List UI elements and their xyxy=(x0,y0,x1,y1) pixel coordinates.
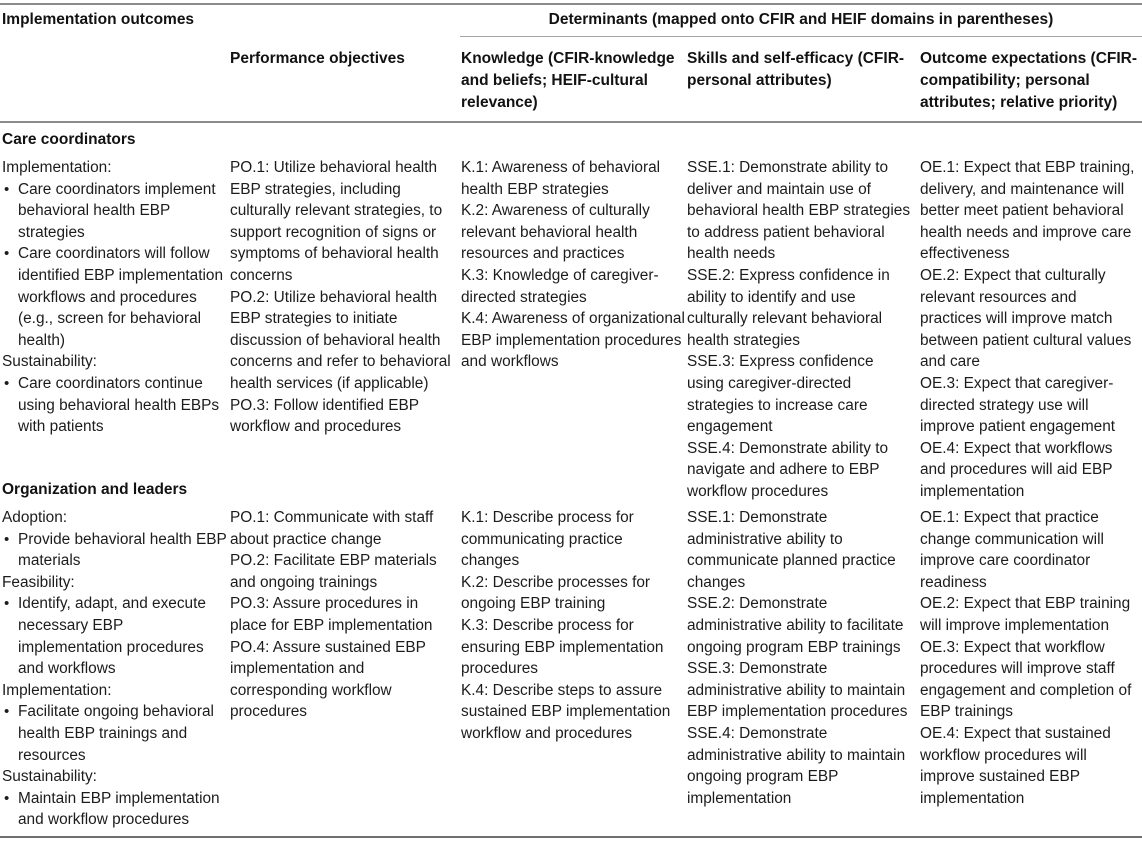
cell-item: SSE.2: Express confidence in ability to identify and use culturally relevant behavioral health strategies xyxy=(687,266,890,349)
header-implementation-outcomes: Implementation outcomes xyxy=(2,11,195,28)
cell-item: OE.3: Expect that caregiver-directed strategy use will improve patient engagement xyxy=(920,374,1116,436)
cell-item: OE.1: Expect that EBP training, delivery, and maintenance will better meet patient behavioral health needs and improve care effectiveness xyxy=(920,159,1135,263)
cell-item: PO.2: Facilitate EBP materials and ongoing trainings xyxy=(230,552,437,591)
column-header-skills-self-efficacy: Skills and self-efficacy (CFIR-personal attributes) xyxy=(687,50,905,89)
cell-item: K.3: Knowledge of caregiver-directed strategies xyxy=(461,266,659,306)
cell-item: K.4: Describe steps to assure sustained EBP implementation workflow and procedures xyxy=(461,681,671,742)
cell-item: SSE.3: Express confidence using caregiver-directed strategies to increase care engagement xyxy=(687,353,874,436)
cell-implementation-outcomes xyxy=(2,507,228,831)
cell-item: SSE.2: Demonstrate administrative ability to facilitate ongoing program EBP trainings xyxy=(687,595,904,656)
cell-item: SSE.4: Demonstrate administrative ability to maintain ongoing program EBP implementation xyxy=(687,724,906,807)
outcome-bullet-item: • Care coordinators continue using behavioral health EBPs with patients xyxy=(2,373,228,438)
cell-performance-objectives xyxy=(230,157,454,438)
header-bottom-rule xyxy=(0,121,1142,123)
outcome-bullet-list xyxy=(2,529,228,572)
cell-skills-self-efficacy xyxy=(687,157,913,503)
cell-item: PO.3: Assure procedures in place for EBP implementation xyxy=(230,595,433,634)
outcome-bullet-list xyxy=(2,788,228,831)
column-header-knowledge: Knowledge (CFIR-knowledge and beliefs; HEIF-cultural relevance) xyxy=(461,50,675,111)
cell-knowledge xyxy=(461,157,685,373)
outcome-bullet-list xyxy=(2,593,228,679)
cell-item: K.1: Awareness of behavioral health EBP strategies xyxy=(461,159,661,198)
outcome-bullet-list xyxy=(2,701,228,766)
cell-item: K.2: Awareness of culturally relevant behavioral health resources and practices xyxy=(461,202,650,263)
outcome-group-label: Feasibility: xyxy=(2,573,75,591)
outcome-bullet-list xyxy=(2,373,228,438)
outcome-group-label: Implementation: xyxy=(2,681,112,699)
outcome-group-label: Adoption: xyxy=(2,509,68,526)
cell-item: PO.4: Assure sustained EBP implementation and corresponding workflow procedures xyxy=(230,638,426,721)
cell-item: PO.2: Utilize behavioral health EBP strategies to initiate discussion of behavioral health concerns and refer to behavioral health services (if applicable) xyxy=(230,288,451,392)
cell-item: PO.3: Follow identified EBP workflow and procedures xyxy=(230,396,419,436)
cell-implementation-outcomes xyxy=(2,157,228,438)
cell-item: K.4: Awareness of organizational EBP implementation procedures and workflows xyxy=(461,310,685,371)
determinants-span-rule xyxy=(460,36,1142,37)
section-title: Organization and leaders xyxy=(2,481,188,498)
column-header-performance-objectives: Performance objectives xyxy=(230,50,405,67)
cell-item: OE.4: Expect that workflows and procedures will aid EBP implementation xyxy=(920,439,1113,500)
cell-item: PO.1: Utilize behavioral health EBP strategies, including culturally relevant strategies, to support recognition of signs or symptoms of behavioral health concerns xyxy=(230,159,443,284)
cell-performance-objectives xyxy=(230,507,454,723)
cell-item: K.1: Describe process for communicating practice changes xyxy=(461,509,634,570)
cell-outcome-expectations xyxy=(920,507,1142,809)
header-determinants: Determinants (mapped onto CFIR and HEIF domains in parentheses) xyxy=(548,11,1054,28)
cell-item: SSE.1: Demonstrate administrative ability to communicate planned practice changes xyxy=(687,509,896,591)
cell-item: SSE.4: Demonstrate ability to navigate and adhere to EBP workflow procedures xyxy=(687,439,889,500)
column-header-outcome-expectations: Outcome expectations (CFIR-compatibility; personal attributes; relative priority) xyxy=(920,50,1138,111)
cell-item: K.3: Describe process for ensuring EBP implementation procedures xyxy=(461,616,664,678)
cell-item: OE.2: Expect that EBP training will improve implementation xyxy=(920,595,1131,634)
outcome-bullet-item: • Facilitate ongoing behavioral health EBP trainings and resources xyxy=(2,701,228,766)
table-bottom-rule xyxy=(0,836,1142,838)
outcome-group-label: Implementation: xyxy=(2,159,112,176)
cell-item: OE.4: Expect that sustained workflow procedures will improve sustained EBP implementation xyxy=(920,724,1111,807)
outcome-group-label: Sustainability: xyxy=(2,353,97,371)
cell-outcome-expectations xyxy=(920,157,1142,503)
cell-item: K.2: Describe processes for ongoing EBP training xyxy=(461,573,651,613)
table-top-rule xyxy=(0,3,1142,5)
outcome-bullet-item: • Provide behavioral health EBP materials xyxy=(2,529,228,572)
section-title: Care coordinators xyxy=(2,131,136,148)
cell-item: SSE.3: Demonstrate administrative ability to maintain EBP implementation procedures xyxy=(687,660,908,721)
cell-item: OE.1: Expect that practice change communication will improve care coordinator readiness xyxy=(920,509,1104,591)
outcome-group-label: Sustainability: xyxy=(2,768,97,786)
cell-item: SSE.1: Demonstrate ability to deliver and maintain use of behavioral health EBP strategies to address patient behavioral health needs xyxy=(687,159,911,263)
outcome-bullet-item: • Care coordinators will follow identified EBP implementation workflows and procedures (e.g., screen for behavioral health) xyxy=(2,243,228,351)
cell-knowledge xyxy=(461,507,685,745)
cell-item: PO.1: Communicate with staff about practice change xyxy=(230,509,434,548)
cell-item: OE.2: Expect that culturally relevant resources and practices will improve match between patient cultural values and care xyxy=(920,266,1132,371)
cell-item: OE.3: Expect that workflow procedures will improve staff engagement and completion of EBP trainings xyxy=(920,638,1132,721)
outcome-bullet-list xyxy=(2,179,228,352)
cell-skills-self-efficacy xyxy=(687,507,913,809)
outcome-bullet-item: • Maintain EBP implementation and workflow procedures xyxy=(2,788,228,831)
outcome-bullet-item: • Care coordinators implement behavioral health EBP strategies xyxy=(2,179,228,244)
outcome-bullet-item: • Identify, adapt, and execute necessary EBP implementation procedures and workflows xyxy=(2,593,228,679)
